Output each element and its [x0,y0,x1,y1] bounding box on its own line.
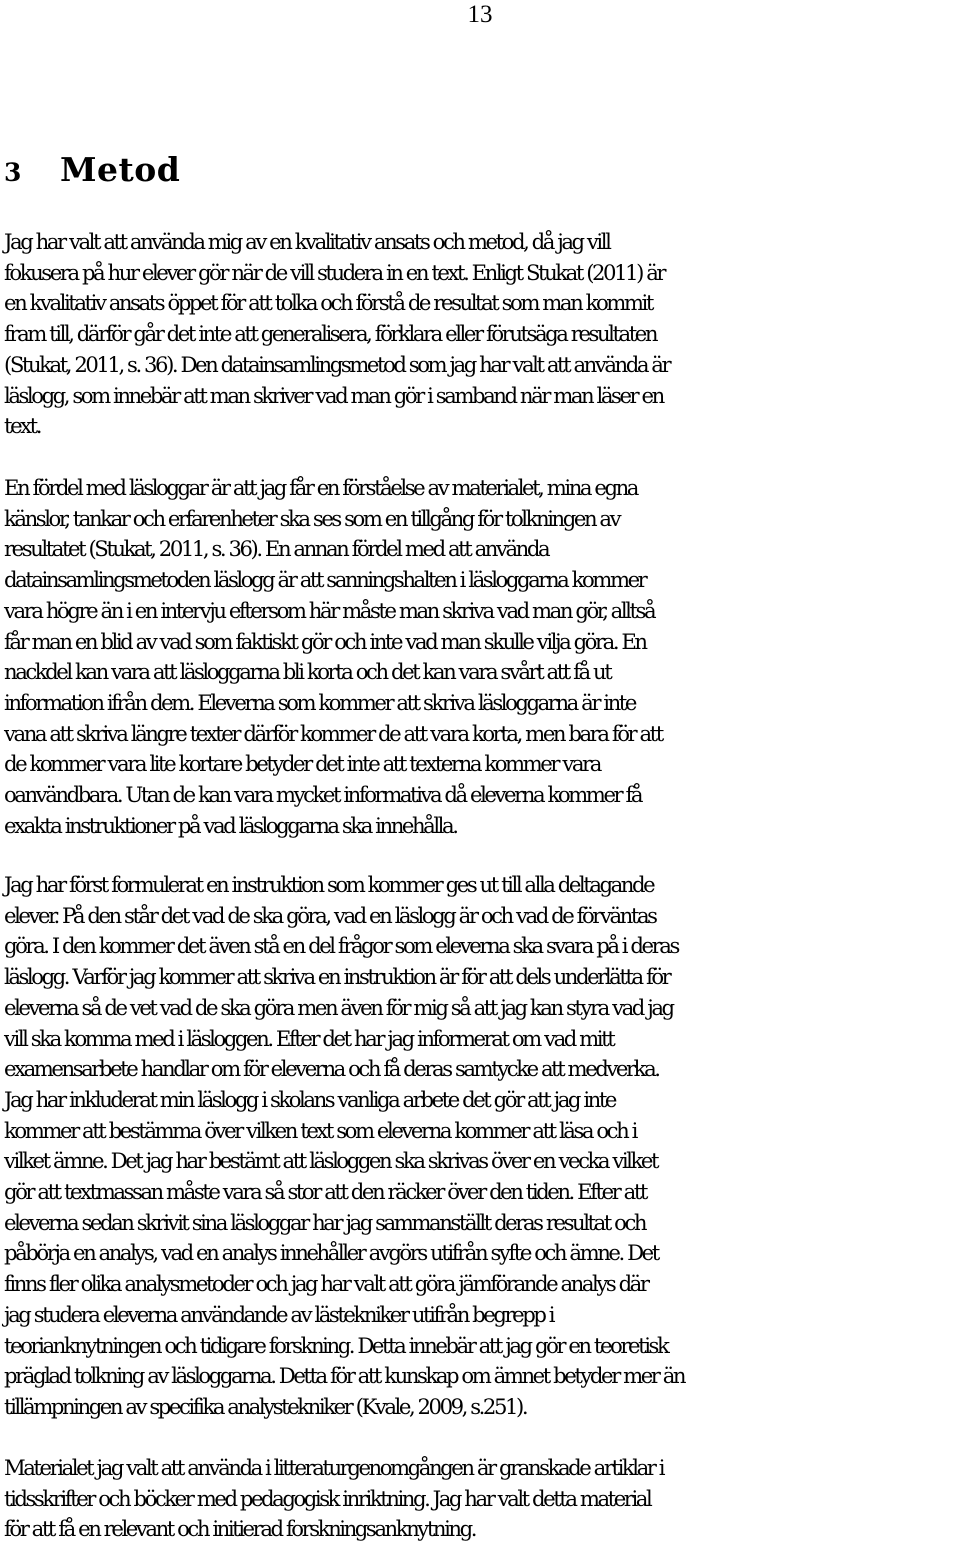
paragraph-literature: Materialet jag valt att använda i litteraturgenomgången är granskade artiklar i tidsskrifter och böcker med pedagogisk inriktning. Jag har valt detta material för att få en relevant och initierad forskningsanknytning. [4,1455,664,1542]
section-heading [4,150,180,189]
section-number: 3 [4,158,22,187]
paragraph-advantages: En fördel med läsloggar är att jag får en förståelse av materialet, mina egna känslor, tankar och erfarenheter ska ses som en tillgång för tolkningen av resultatet (Stukat, 2011, s. 36). En annan fördel med att använda datainsamlingsmetoden läslogg är att sanningshalten i läsloggarna kommer vara högre än i en intervju eftersom här måste man skriva vad man gör, alltså får man en blid av vad som faktiskt gör och inte vad man skulle vilja göra. En nackdel kan vara att läsloggarna bli korta och det kan vara svårt att få ut information ifrån dem. Eleverna som kommer att skriva läsloggarna är inte vana att skriva längre texter därför kommer de att vara korta, men bara för att de kommer vara lite kortare betyder det inte att texterna kommer vara oanvändbara. Utan de kan vara mycket informativa då eleverna kommer få exakta instruktioner på vad läsloggarna ska innehålla. [4,475,662,838]
section-title: Metod [60,150,181,189]
paragraph-procedure: Jag har först formulerat en instruktion som kommer ges ut till alla deltagande elever. På den står det vad de ska göra, vad en läslogg är och vad de förväntas göra. I den kommer det även stå en del frågor som eleverna ska svara på i deras läslogg. Varför jag kommer att skriva en instruktion är för att dels underlätta för eleverna så de vet vad de ska göra men även för mig så att jag kan styra vad jag vill ska komma med i läsloggen. Efter det har jag informerat om vad mitt examensarbete handlar om för eleverna och få deras samtycke att medverka. Jag har inkluderat min läslogg i skolans vanliga arbete det gör att jag inte kommer att bestämma över vilken text som eleverna kommer att läsa och i vilket ämne. Det jag har bestämt att läsloggen ska skrivas över en vecka vilket gör att textmassan måste vara så stor att den räcker över den tiden. Efter att eleverna sedan skrivit sina läsloggar har jag sammanställt deras resultat och påbörja en analys, vad en analys innehåller avgörs utifrån syfte och ämne. Det finns fler olika analysmetoder och jag har valt att göra jämförande analys där jag studera eleverna användande av lästekniker utifrån begrepp i teorianknytningen och tidigare forskning. Detta innebär att jag gör en teoretisk präglad tolkning av läsloggarna. Detta för att kunskap om ämnet betyder mer än tillämpningen av specifika analystekniker (Kvale, 2009, s.251). [4,872,685,1419]
paragraph-method-intro: Jag har valt att använda mig av en kvalitativ ansats och metod, då jag vill fokusera på hur elever gör när de vill studera in en text. Enligt Stukat (2011) är en kvalitativ ansats öppet för att tolka och förstå de resultat som man kommit fram till, därför går det inte att generalisera, förklara eller förutsäga resultaten (Stukat, 2011, s. 36). Den datainsamlingsmetod som jag har valt att använda är läslogg, som innebär att man skriver vad man gör i samband när man läser en text. [4,229,670,439]
page-number: 13 [467,1,493,28]
